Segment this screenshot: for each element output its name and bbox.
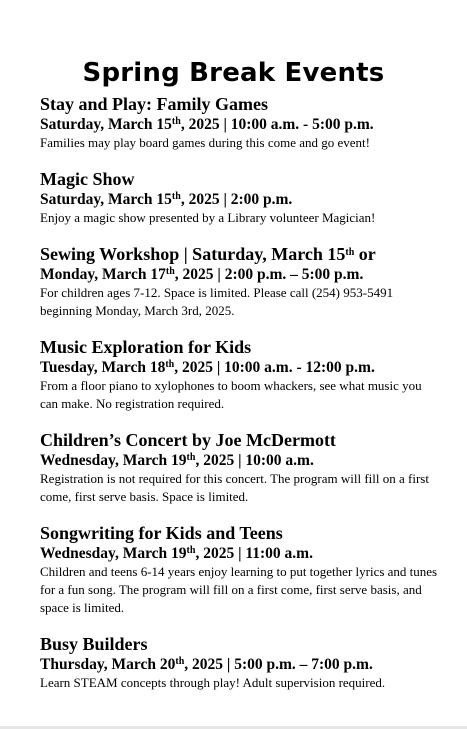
event-date: Monday, March 17th, 2025 | 2:00 p.m. – 5:00 p.m. (40, 266, 364, 283)
event-date: Saturday, March 15th, 2025 | 10:00 a.m. - 5:00 p.m. (40, 116, 374, 133)
event-date: Saturday, March 15th, 2025 | 2:00 p.m. (40, 191, 293, 208)
event-magic-show (40, 169, 440, 227)
event-list (40, 94, 440, 692)
event-sewing-workshop (40, 244, 440, 320)
event-date: Thursday, March 20th, 2025 | 5:00 p.m. – 7:00 p.m. (40, 656, 373, 673)
event-description: Learn STEAM concepts through play! Adult supervision required. (40, 675, 386, 690)
event-description: Children and teens 6-14 years enjoy learning to put together lyrics and tunes for a fun song. The program will fill on a first come, first serve basis, and space is limited. (40, 564, 438, 615)
event-title: Busy Builders (40, 634, 148, 654)
event-description: Families may play board games during this come and go event! (40, 135, 370, 150)
event-childrens-concert (40, 430, 440, 506)
event-description: For children ages 7-12. Space is limited. Please call (254) 953-5491 beginning Monday, March 3rd, 2025. (40, 285, 394, 318)
event-title: Sewing Workshop | Saturday, March 15th or (40, 244, 376, 264)
event-description: From a floor piano to xylophones to boom whackers, see what music you can make. No registration required. (40, 378, 422, 411)
event-date: Tuesday, March 18th, 2025 | 10:00 a.m. - 12:00 p.m. (40, 359, 375, 376)
event-title: Music Exploration for Kids (40, 337, 252, 357)
event-title: Songwriting for Kids and Teens (40, 523, 283, 543)
event-title: Stay and Play: Family Games (40, 94, 268, 114)
event-music-exploration (40, 337, 440, 413)
event-description: Enjoy a magic show presented by a Library volunteer Magician! (40, 210, 376, 225)
event-description: Registration is not required for this concert. The program will fill on a first come, first serve basis. Space is limited. (40, 471, 429, 504)
event-title: Magic Show (40, 169, 135, 189)
event-busy-builders (40, 634, 440, 692)
page-title: Spring Break Events (82, 58, 385, 88)
event-date: Wednesday, March 19th, 2025 | 10:00 a.m. (40, 452, 314, 469)
event-songwriting (40, 523, 440, 617)
event-date: Wednesday, March 19th, 2025 | 11:00 a.m. (40, 545, 313, 562)
event-stay-and-play (40, 94, 440, 152)
event-title: Children’s Concert by Joe McDermott (40, 430, 336, 450)
